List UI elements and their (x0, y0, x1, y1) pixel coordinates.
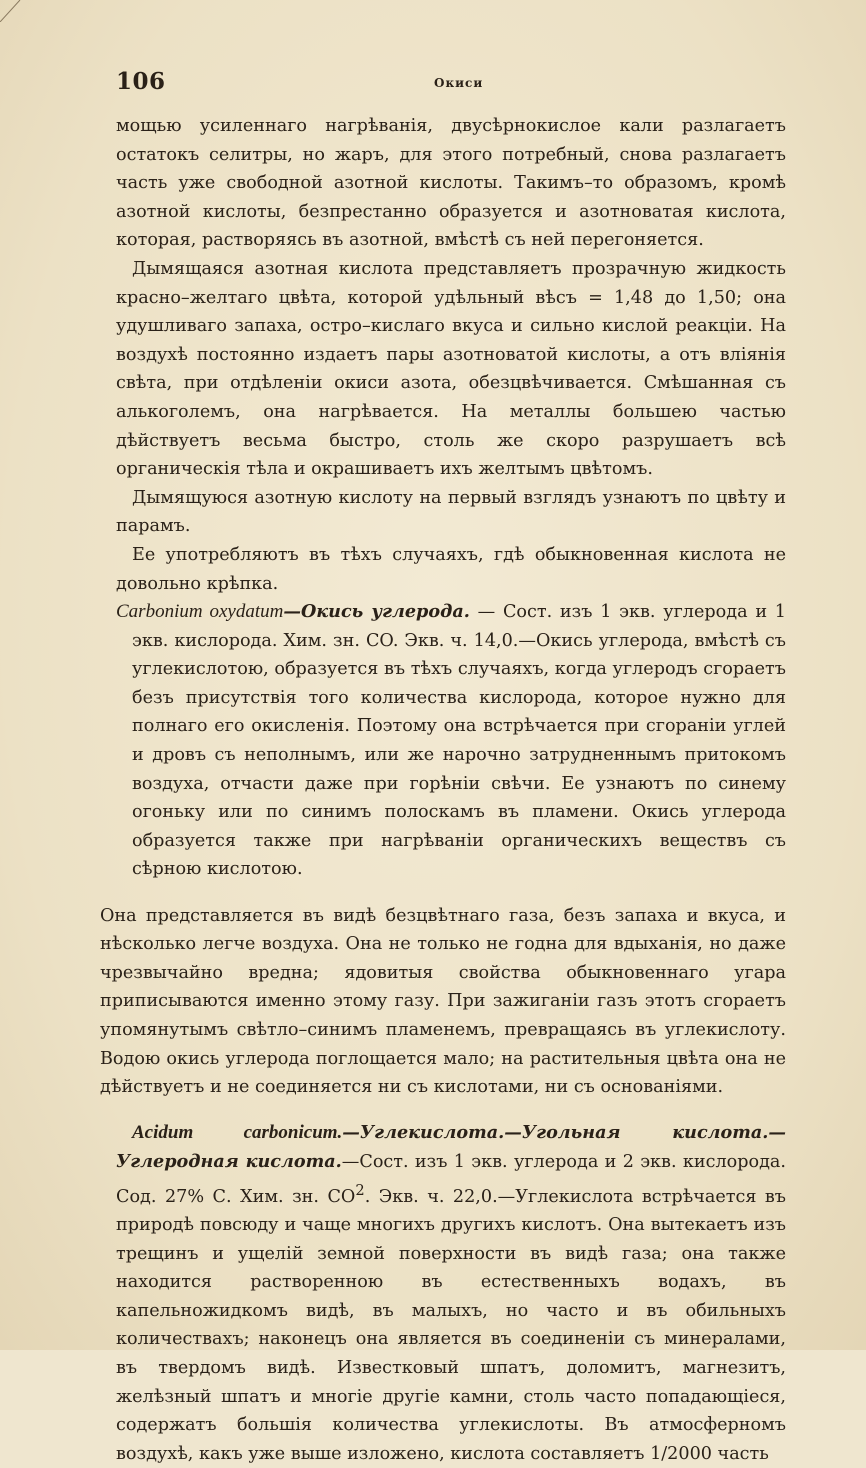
paragraph-co-properties: Она представляется въ видѣ безцвѣтнаго газа, безъ запаха и вкуса, и нѣсколько легче воздуха. Она не только не годна для вдыханія, но даже чрезвычайно вредна; ядовитыя свойства обыкновеннаго угара приписываются именно этому газу. При зажиганіи газъ этотъ сгораетъ упомянутымъ свѣтло–синимъ пламенемъ, превращаясь въ углекислоту. Водою окись углерода поглощается мало; на растительныя цвѣта она не дѣйствуетъ и не соединяется ни съ кислотами, ни съ основаніями. (100, 905, 786, 1098)
entry-text: часть (711, 1443, 769, 1464)
corner-mark (0, 0, 40, 22)
paragraph-usage: Ее употребляютъ въ тѣхъ случаяхъ, гдѣ обыкновенная кислота не довольно крѣпка. (116, 544, 786, 594)
entry-carbon-monoxide (116, 598, 786, 884)
fraction: 1/2000 (650, 1443, 712, 1464)
paragraph-continuation: мощью усиленнаго нагрѣванія, двусѣрнокислое кали разлагаетъ остатокъ селитры, но жаръ, для этого потребный, снова разлагаетъ часть уже свободной азотной кислоты. Такимъ–то образомъ, кромѣ азотной кислоты, безпрестанно образуется и азотноватая кислота, которая, растворяясь въ азотной, вмѣстѣ съ ней перегоняется. (116, 116, 786, 251)
paragraph-fuming-acid: Дымящаяся азотная кислота представляетъ прозрачную жидкость красно–желтаго цвѣта, которой удѣльный вѣсъ = 1,48 до 1,50; она удушливаго запаха, остро–кислаго вкуса и сильно кислой реакціи. На воздухѣ постоянно издаетъ пары азотноватой кислоты, а отъ вліянія свѣта, при отдѣленіи окиси азота, обезцвѣчивается. Смѣшанная съ алькоголемъ, она нагрѣвается. На металлы большею частью дѣйствуетъ весьма быстро, столь же скоро разрушаетъ всѣ органическія тѣла и окрашиваетъ ихъ желтымъ цвѣтомъ. (116, 258, 786, 480)
running-head: Окиси (434, 76, 484, 90)
page-number: 106 (116, 68, 166, 95)
entry-carbonic-acid (116, 1119, 786, 1468)
page-body (100, 112, 786, 1468)
entry-russian-name: —Окись углерода. (283, 601, 470, 623)
formula-superscript: 2 (355, 1181, 365, 1199)
entry-text: —Сост. изъ 1 экв. углерода и 2 экв. кислорода. Сод. 27% С. Хим. зн. CO (116, 1151, 786, 1207)
entry-text: . Экв. ч. 22,0.—Углекислота встрѣчается въ природѣ повсюду и чаще многихъ другихъ кислотъ. Она вытекаетъ изъ трещинъ и ущелій земной поверхности въ видѣ газа; она также находится растворенною въ естественныхъ водахъ, въ капельножидкомъ видѣ, въ малыхъ, но часто и въ обильныхъ количествахъ; наконецъ она является въ соединеніи съ минералами, въ твердомъ видѣ. Известковый шпатъ, доломитъ, магнезитъ, желѣзный шпатъ и многіе другіе камни, столь часто попадающіеся, содержатъ большія количества углекислоты. Въ атмосферномъ воздухѣ, какъ уже выше изложено, кислота составляетъ (116, 1186, 786, 1464)
paragraph-recognition: Дымящуюся азотную кислоту на первый взглядъ узнаютъ по цвѣту и парамъ. (116, 487, 786, 537)
entry-russian-name: —Углекислота.—Угольная кислота.—Углеродная кислота. (116, 1122, 786, 1172)
entry-text: — Сост. изъ 1 экв. углерода и 1 экв. кислорода. Хим. зн. CO. Экв. ч. 14,0.—Окись углерода, вмѣстѣ съ углекислотою, образуется въ тѣхъ случаяхъ, когда углеродъ сгораетъ безъ присутствія того количества кислорода, которое нужно для полнаго его окисленія. Поэтому она встрѣчается при сгораніи углей и дровъ съ неполнымъ, или же нарочно затрудненнымъ притокомъ воздуха, отчасти даже при горѣніи свѣчи. Ее узнаютъ по синему огоньку или по синимъ полоскамъ въ пламени. Окись углерода образуется также при нагрѣваніи органическихъ веществъ съ сѣрною кислотою. (132, 602, 786, 880)
entry-latin-name: Carbonium oxydatum (116, 601, 284, 623)
entry-latin-name: Acidum carbonicum. (132, 1122, 343, 1144)
page-header (116, 68, 786, 100)
